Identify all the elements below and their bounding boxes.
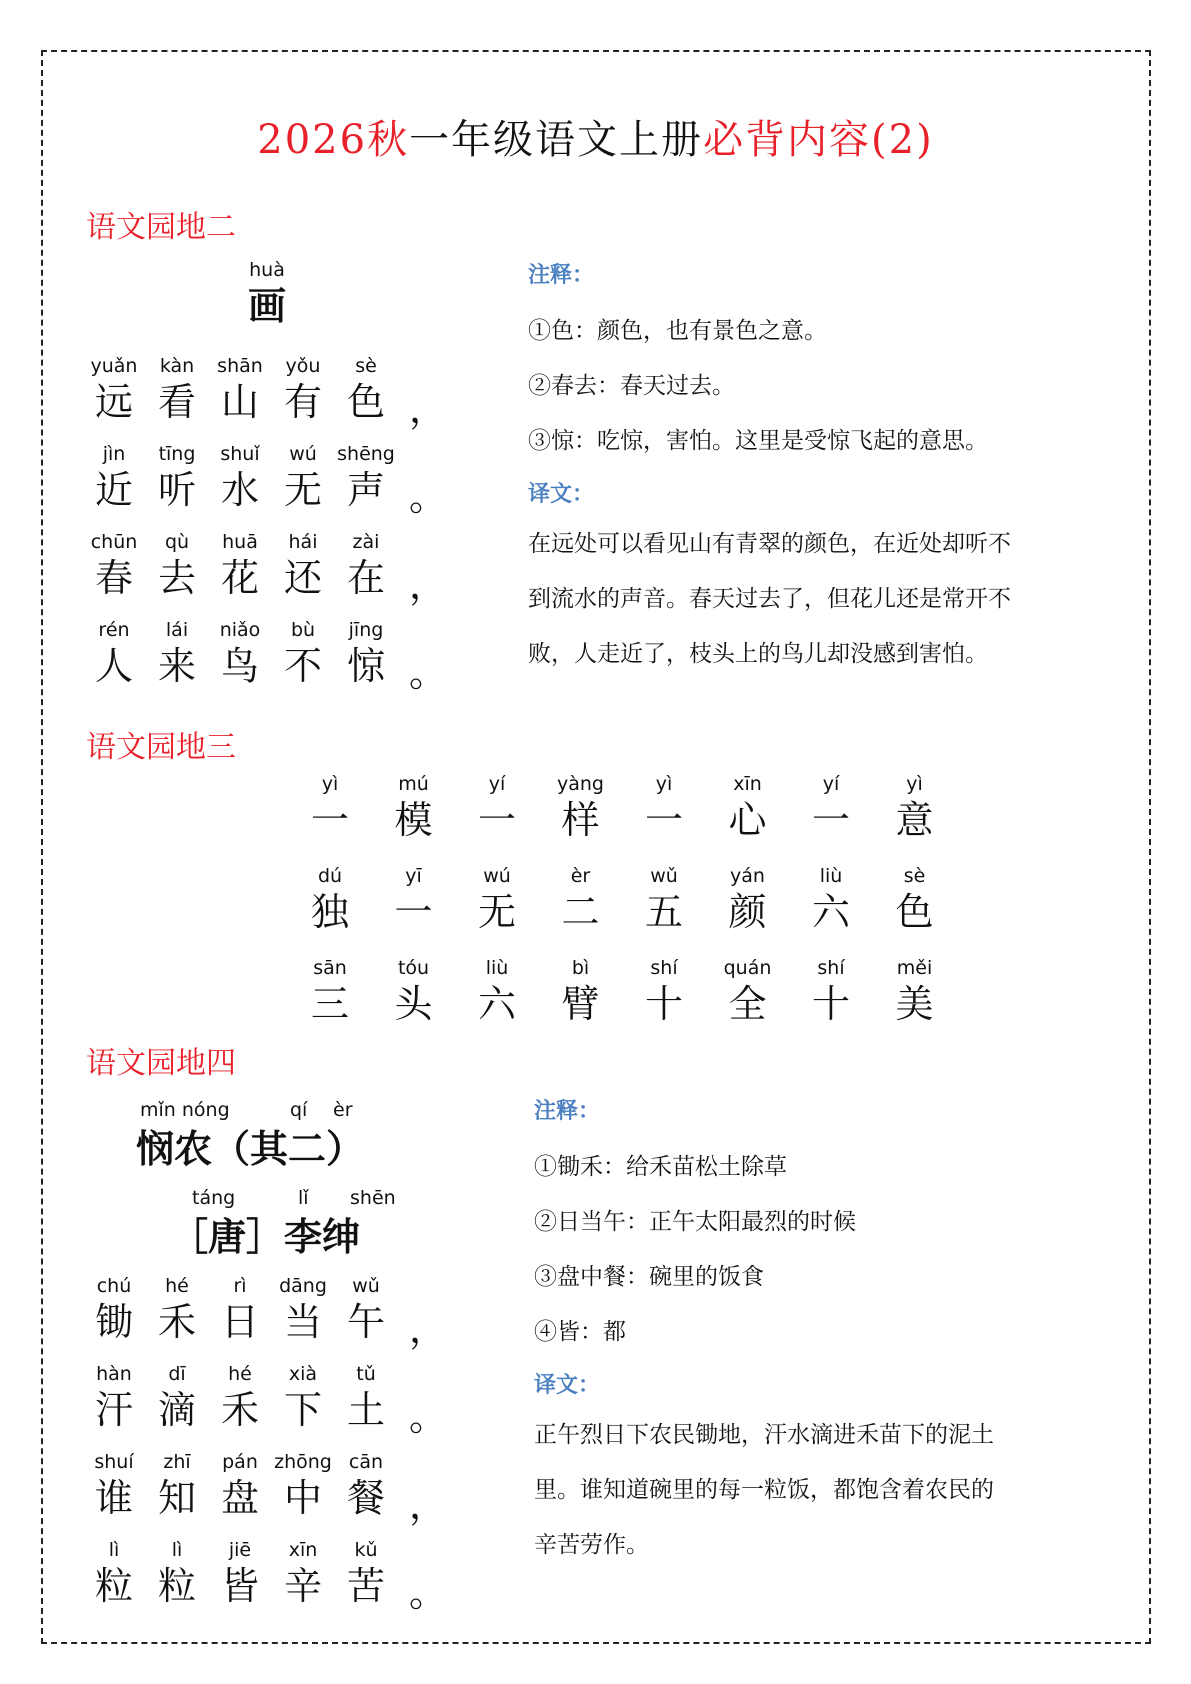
pinyin: jìn <box>102 443 126 465</box>
hanzi: 臂 <box>561 982 600 1026</box>
hanzi: 不 <box>283 644 322 688</box>
pinyin: lǐ <box>298 1187 309 1209</box>
pinyin: táng <box>192 1187 236 1209</box>
pinyin-char-cell <box>374 772 454 844</box>
hanzi: 美 <box>895 982 934 1026</box>
punctuation: 。 <box>409 1571 448 1615</box>
punctuation: 。 <box>409 475 448 519</box>
pinyin: wú <box>483 865 511 887</box>
hanzi: 六 <box>811 890 850 934</box>
pinyin-char-cell <box>326 1450 406 1522</box>
hanzi: 去 <box>157 556 196 600</box>
title-subject: 必背内容(2) <box>703 117 934 163</box>
pinyin-char-cell <box>326 530 406 602</box>
pinyin-char-cell <box>791 956 871 1028</box>
pinyin: èr <box>570 865 591 887</box>
pinyin: shuí <box>94 1451 134 1473</box>
hanzi: 午 <box>346 1300 385 1344</box>
poem-author: ［唐］李绅 <box>170 1214 361 1259</box>
note-item: ③惊：吃惊，害怕。这里是受惊飞起的意思。 <box>528 428 988 454</box>
hanzi: 苦 <box>346 1564 385 1608</box>
translation-line: 里。谁知道碗里的每一粒饭，都饱含着农民的 <box>534 1477 994 1503</box>
pinyin: shēn <box>350 1187 396 1209</box>
punctuation: 。 <box>409 651 448 695</box>
pinyin-char-cell <box>326 354 406 426</box>
pinyin: zhōng <box>274 1451 332 1473</box>
pinyin: tóu <box>397 957 430 979</box>
hanzi: 人 <box>94 644 133 688</box>
pinyin-char-cell <box>708 772 788 844</box>
translation-4 <box>534 1408 994 1573</box>
hanzi: 滴 <box>157 1388 196 1432</box>
hanzi: 近 <box>94 468 133 512</box>
pinyin: wú <box>289 443 317 465</box>
punctuation: ， <box>409 563 448 607</box>
pinyin: dī <box>168 1363 186 1385</box>
pinyin: lì <box>108 1539 120 1561</box>
hanzi: 六 <box>477 982 516 1026</box>
pinyin: shí <box>650 957 678 979</box>
pinyin: kàn <box>159 355 195 377</box>
hanzi: 无 <box>477 890 516 934</box>
pinyin-char-cell <box>326 442 406 514</box>
hanzi: 三 <box>310 982 349 1026</box>
pinyin: yàng <box>557 773 604 795</box>
pinyin: yì <box>906 773 923 795</box>
pinyin-char-cell <box>326 1362 406 1434</box>
pinyin-char-cell <box>374 956 454 1028</box>
hanzi: 远 <box>94 380 133 424</box>
hanzi: 餐 <box>346 1476 385 1520</box>
hanzi: 水 <box>220 468 259 512</box>
pinyin: chūn <box>90 531 138 553</box>
punctuation: 。 <box>409 1395 448 1439</box>
pinyin-char-cell <box>457 956 537 1028</box>
pinyin: sè <box>355 355 377 377</box>
hanzi: 汗 <box>94 1388 133 1432</box>
pinyin-char-cell <box>708 956 788 1028</box>
pinyin: yì <box>655 773 673 795</box>
pinyin: qí <box>290 1099 308 1121</box>
hanzi: 谁 <box>94 1476 133 1520</box>
hanzi: 听 <box>157 468 196 512</box>
hanzi: 鸟 <box>220 644 259 688</box>
pinyin: shān <box>217 355 263 377</box>
pinyin-char-cell <box>457 864 537 936</box>
pinyin: jiē <box>228 1539 252 1561</box>
pinyin: yī <box>405 865 422 887</box>
hanzi: 禾 <box>220 1388 259 1432</box>
hanzi: 知 <box>157 1476 196 1520</box>
pinyin: mǐn nóng <box>140 1099 230 1121</box>
hanzi: 粒 <box>157 1564 196 1608</box>
pinyin-char-cell <box>457 772 537 844</box>
translation-line: 正午烈日下农民锄地，汗水滴进禾苗下的泥土 <box>534 1422 994 1448</box>
translation-2 <box>528 517 1011 682</box>
hanzi: 五 <box>644 890 683 934</box>
pinyin-char-cell <box>624 772 704 844</box>
title-grade: 一年级语文上册 <box>409 117 704 163</box>
pinyin: yuǎn <box>90 355 138 377</box>
pinyin-char-cell <box>875 956 955 1028</box>
hanzi: 皆 <box>220 1564 259 1608</box>
pinyin: shēng <box>337 443 395 465</box>
translation-line: 到流水的声音。春天过去了，但花儿还是常开不 <box>528 586 1011 612</box>
pinyin: pán <box>222 1451 258 1473</box>
hanzi: 一 <box>394 890 433 934</box>
note-item: ④皆：都 <box>534 1319 626 1345</box>
pinyin: shuǐ <box>220 443 260 465</box>
pinyin: bì <box>571 957 590 979</box>
pinyin: hé <box>165 1275 189 1297</box>
hanzi: 十 <box>644 982 683 1026</box>
pinyin: jīng <box>348 619 384 641</box>
pinyin: tīng <box>158 443 196 465</box>
pinyin-char-cell <box>541 864 621 936</box>
pinyin: yán <box>730 865 765 887</box>
punctuation: ， <box>409 1483 448 1527</box>
hanzi: 样 <box>561 798 600 842</box>
hanzi: 有 <box>283 380 322 424</box>
pinyin-char-cell <box>875 864 955 936</box>
hanzi: 全 <box>728 982 767 1026</box>
hanzi: 来 <box>157 644 196 688</box>
hanzi: 土 <box>346 1388 385 1432</box>
hanzi: 花 <box>220 556 259 600</box>
pinyin: xīn <box>288 1539 318 1561</box>
hanzi: 二 <box>561 890 600 934</box>
hanzi: 声 <box>346 468 385 512</box>
pinyin: rì <box>233 1275 247 1297</box>
pinyin: hàn <box>96 1363 132 1385</box>
hanzi: 一 <box>644 798 683 842</box>
hanzi: 无 <box>283 468 322 512</box>
punctuation: ， <box>409 1307 448 1351</box>
pinyin: yí <box>488 773 506 795</box>
poem-title-char: 画 <box>247 283 286 328</box>
pinyin: kǔ <box>354 1539 378 1561</box>
pinyin: liù <box>485 957 509 979</box>
punctuation: ， <box>409 387 448 431</box>
hanzi: 在 <box>346 556 385 600</box>
poem-title-hua <box>227 258 307 330</box>
hanzi: 春 <box>94 556 133 600</box>
poem-title-pinyin: huà <box>249 259 285 281</box>
pinyin: sè <box>903 865 926 887</box>
hanzi: 独 <box>310 890 349 934</box>
pinyin: quán <box>723 957 772 979</box>
pinyin-char-cell <box>326 1538 406 1610</box>
page-title <box>0 108 1191 165</box>
pinyin: xīn <box>733 773 762 795</box>
hanzi: 一 <box>811 798 850 842</box>
note-item: ①锄禾：给禾苗松土除草 <box>534 1154 787 1180</box>
pinyin: liù <box>819 865 843 887</box>
hanzi: 一 <box>477 798 516 842</box>
pinyin-char-cell <box>708 864 788 936</box>
pinyin: yí <box>822 773 840 795</box>
pinyin: lì <box>171 1539 183 1561</box>
pinyin-char-cell <box>624 864 704 936</box>
section-heading-2: 语文园地二 <box>86 210 236 245</box>
hanzi: 一 <box>310 798 349 842</box>
hanzi: 头 <box>394 982 433 1026</box>
pinyin-char-cell <box>875 772 955 844</box>
pinyin-char-cell <box>624 956 704 1028</box>
hanzi: 山 <box>220 380 259 424</box>
translation-label-4: 译文： <box>534 1372 601 1398</box>
pinyin-char-cell <box>290 864 370 936</box>
pinyin: dú <box>317 865 343 887</box>
hanzi: 心 <box>728 798 767 842</box>
pinyin: sān <box>313 957 347 979</box>
pinyin: yì <box>321 773 339 795</box>
hanzi: 粒 <box>94 1564 133 1608</box>
poem-title: 悯农（其二） <box>136 1126 365 1171</box>
hanzi: 十 <box>811 982 850 1026</box>
note-item: ①色：颜色，也有景色之意。 <box>528 318 827 344</box>
section-heading-4: 语文园地四 <box>86 1046 236 1081</box>
hanzi: 颜 <box>728 890 767 934</box>
translation-line: 辛苦劳作。 <box>534 1532 649 1558</box>
pinyin: hé <box>228 1363 252 1385</box>
translation-label-2: 译文： <box>528 481 595 507</box>
pinyin: měi <box>896 957 933 979</box>
pinyin: cān <box>348 1451 384 1473</box>
pinyin: mú <box>398 773 429 795</box>
hanzi: 中 <box>283 1476 322 1520</box>
pinyin: niǎo <box>219 619 261 641</box>
pinyin: èr <box>333 1099 353 1121</box>
hanzi: 禾 <box>157 1300 196 1344</box>
pinyin: hái <box>288 531 318 553</box>
hanzi: 色 <box>346 380 385 424</box>
pinyin-char-cell <box>290 772 370 844</box>
title-year: 2026秋 <box>257 117 410 163</box>
hanzi: 当 <box>283 1300 322 1344</box>
pinyin-char-cell <box>326 1274 406 1346</box>
pinyin: zhī <box>163 1451 191 1473</box>
hanzi: 辛 <box>283 1564 322 1608</box>
pinyin: huā <box>222 531 258 553</box>
pinyin: shí <box>817 957 845 979</box>
hanzi: 模 <box>394 798 433 842</box>
note-item: ③盘中餐：碗里的饭食 <box>534 1264 764 1290</box>
pinyin-char-cell <box>541 956 621 1028</box>
hanzi: 看 <box>157 380 196 424</box>
pinyin: xià <box>288 1363 318 1385</box>
pinyin-char-cell <box>326 618 406 690</box>
hanzi: 惊 <box>346 644 385 688</box>
section-heading-3: 语文园地三 <box>86 730 236 765</box>
pinyin: qù <box>164 531 190 553</box>
notes-label-2: 注释： <box>528 262 595 288</box>
pinyin: zài <box>352 531 380 553</box>
pinyin: yǒu <box>285 355 321 377</box>
hanzi: 还 <box>283 556 322 600</box>
note-item: ②日当午：正午太阳最烈的时候 <box>534 1209 856 1235</box>
pinyin: wǔ <box>352 1275 380 1297</box>
hanzi: 意 <box>895 798 934 842</box>
notes-label-4: 注释： <box>534 1098 601 1124</box>
pinyin-char-cell <box>541 772 621 844</box>
pinyin-char-cell <box>791 864 871 936</box>
pinyin: lái <box>165 619 189 641</box>
note-item: ②春去：春天过去。 <box>528 373 735 399</box>
pinyin: bù <box>290 619 316 641</box>
translation-line: 在远处可以看见山有青翠的颜色，在近处却听不 <box>528 531 1011 557</box>
hanzi: 下 <box>283 1388 322 1432</box>
hanzi: 盘 <box>220 1476 259 1520</box>
hanzi: 锄 <box>94 1300 133 1344</box>
pinyin: wǔ <box>650 865 678 887</box>
pinyin-char-cell <box>791 772 871 844</box>
hanzi: 色 <box>895 890 934 934</box>
pinyin: dāng <box>279 1275 327 1297</box>
pinyin-char-cell <box>290 956 370 1028</box>
pinyin: tǔ <box>356 1363 376 1385</box>
pinyin: rén <box>98 619 130 641</box>
translation-line: 败，人走近了，枝头上的鸟儿却没感到害怕。 <box>528 641 988 667</box>
pinyin: chú <box>96 1275 132 1297</box>
hanzi: 日 <box>220 1300 259 1344</box>
pinyin-char-cell <box>374 864 454 936</box>
